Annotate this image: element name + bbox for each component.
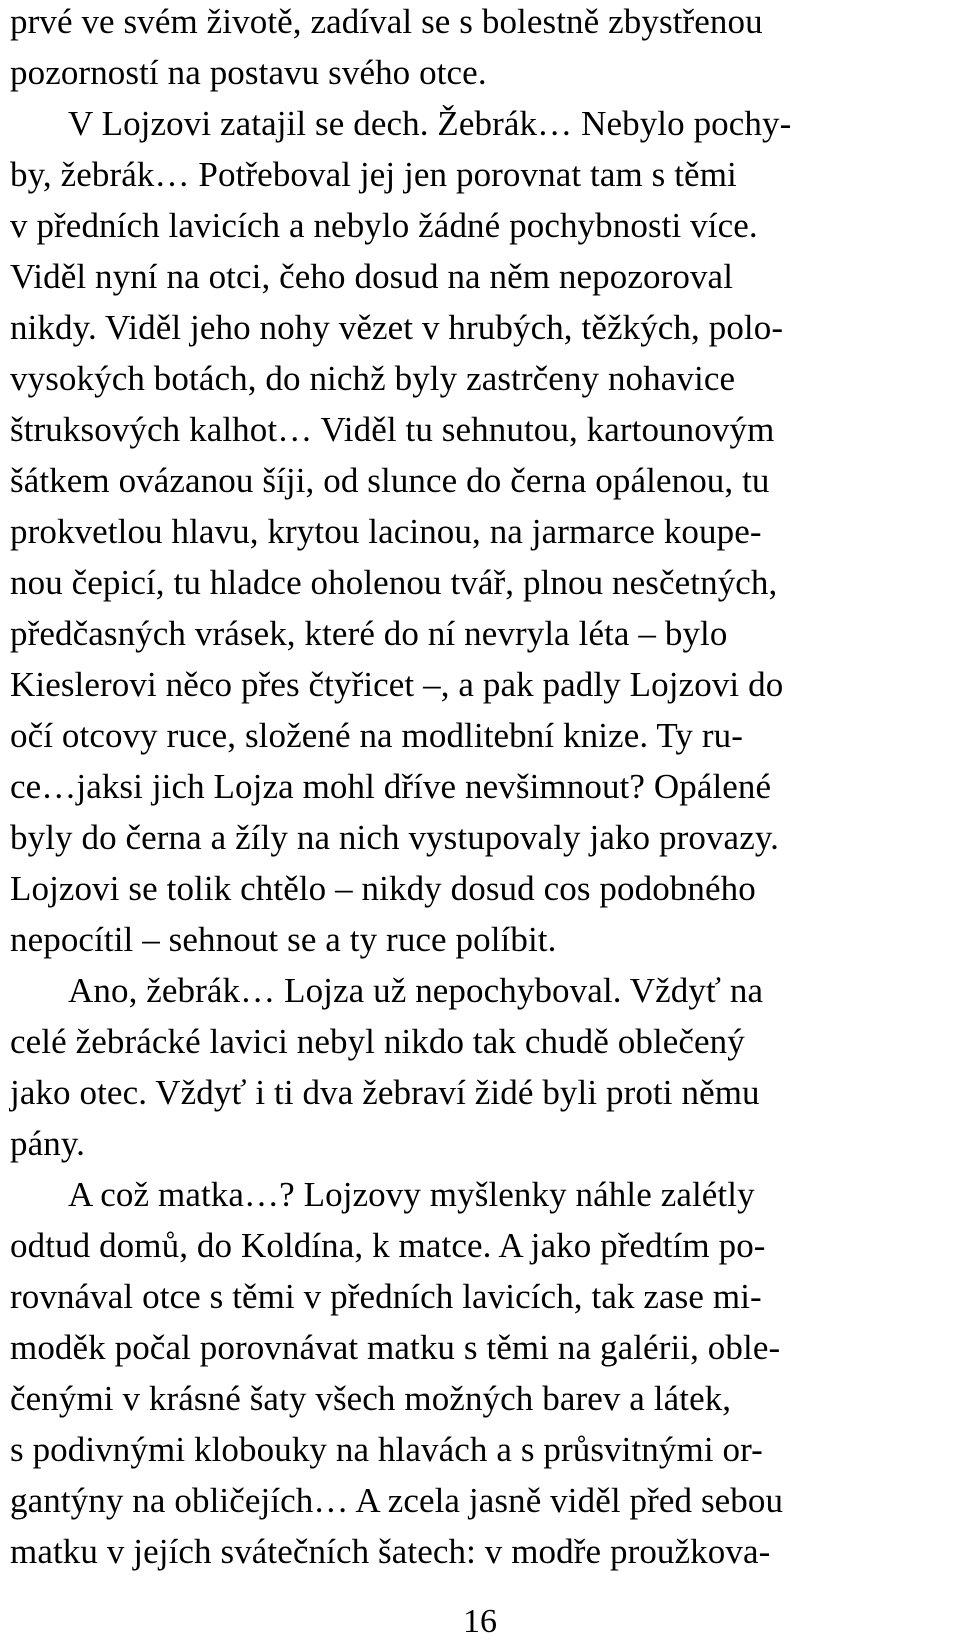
text-line: matku v jejích svátečních šatech: v modře proužkova- (10, 1532, 771, 1571)
page-text (10, 0, 954, 1581)
text-line: odtud domů, do Koldína, k matce. A jako předtím po- (10, 1226, 766, 1265)
text-line: s podivnými klobouky na hlavách a s průsvitnými or- (10, 1430, 763, 1469)
text-line: štruksových kalhot… Viděl tu sehnutou, kartounovým (10, 410, 775, 449)
text-line: gantýny na obličejích… A zcela jasně viděl před sebou (10, 1481, 784, 1520)
text-line: V Lojzovi zatajil se dech. Žebrák… Nebylo pochy- (68, 104, 792, 143)
text-line: pány. (10, 1124, 86, 1163)
text-line: Lojzovi se tolik chtělo – nikdy dosud cos podobného (10, 869, 756, 908)
text-line: prokvetlou hlavu, krytou lacinou, na jarmarce koupe- (10, 512, 762, 551)
text-line: byly do černa a žíly na nich vystupovaly jako provazy. (10, 818, 780, 857)
page-number: 16 (463, 1603, 497, 1640)
text-line: šátkem ovázanou šíji, od slunce do černa opálenou, tu (10, 461, 770, 500)
text-line: nou čepicí, tu hladce oholenou tvář, plnou nesčetných, (10, 563, 778, 602)
text-line: by, žebrák… Potřeboval jej jen porovnat tam s těmi (10, 155, 737, 194)
text-line: moděk počal porovnávat matku s těmi na galérii, oble- (10, 1328, 781, 1367)
text-line: A což matka…? Lojzovy myšlenky náhle zalétly (68, 1175, 755, 1214)
text-line: Kieslerovi něco přes čtyřicet –, a pak padly Lojzovi do (10, 665, 784, 704)
text-line: předčasných vrásek, které do ní nevryla léta – bylo (10, 614, 728, 653)
text-line: v předních lavicích a nebylo žádné pochybnosti více. (10, 206, 758, 245)
text-line: jako otec. Vždyť i ti dva žebraví židé byli proti němu (10, 1073, 760, 1112)
text-line: nikdy. Viděl jeho nohy vězet v hrubých, těžkých, polo- (10, 308, 784, 347)
text-line: pozorností na postavu svého otce. (10, 53, 487, 92)
text-line: vysokých botách, do nichž byly zastrčeny nohavice (10, 359, 736, 398)
text-line: prvé ve svém životě, zadíval se s bolestně zbystřenou (10, 2, 763, 41)
text-line: čenými v krásné šaty všech možných barev a látek, (10, 1379, 732, 1418)
text-line: rovnával otce s těmi v předních lavicích, tak zase mi- (10, 1277, 762, 1316)
text-line: celé žebrácké lavici nebyl nikdo tak chudě oblečený (10, 1022, 745, 1061)
text-line: očí otcovy ruce, složené na modlitební knize. Ty ru- (10, 716, 743, 755)
text-line: Ano, žebrák… Lojza už nepochyboval. Vždyť na (68, 971, 764, 1010)
text-line: ce…jaksi jich Lojza mohl dříve nevšimnout? Opálené (10, 767, 772, 806)
text-line: nepocítil – sehnout se a ty ruce políbit. (10, 920, 557, 959)
text-line: Viděl nyní na otci, čeho dosud na něm nepozoroval (10, 257, 734, 296)
